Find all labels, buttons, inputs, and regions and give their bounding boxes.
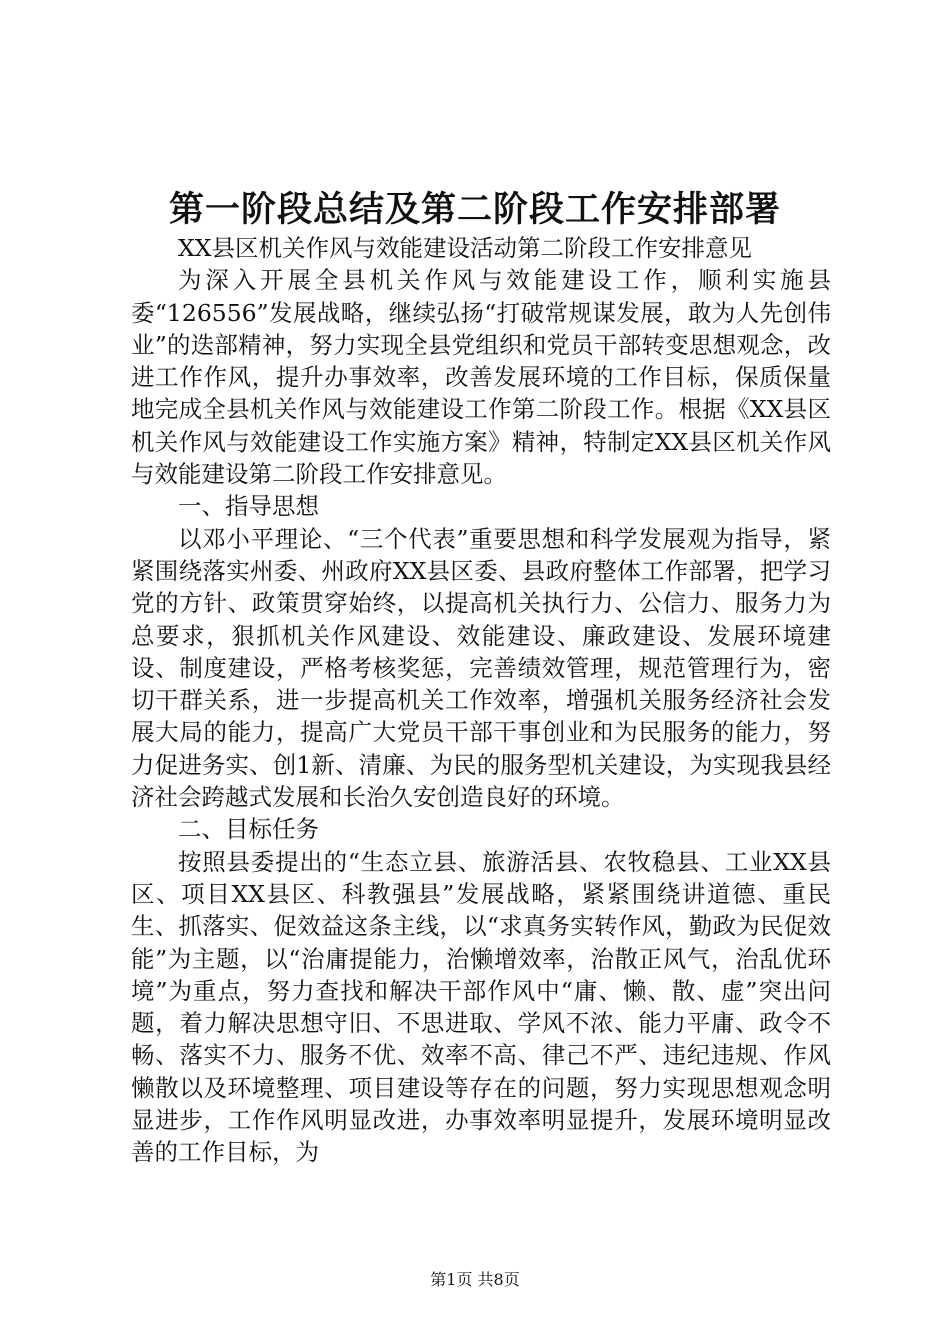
paragraph-intro: 为深入开展全县机关作风与效能建设工作，顺利实施县委“126556”发展战略，继续弘扬“打破常规谋发展，敢为人先创伟业”的迭部精神，努力实现全县党组织和党员干部转变思想观念，改进工作作风，提升办事效率，改善发展环境的工作目标，保质保量地完成全县机关作风与效能建设工作第二阶段工作。根据《XX县区机关作风与效能建设工作实施方案》精神，特制定XX县区机关作风与效能建设第二阶段工作安排意见。	[131, 266, 831, 489]
section-heading-goals-tasks: 二、目标任务	[178, 815, 319, 844]
page-number-footer: 第1页 共8页	[430, 1270, 520, 1289]
document-body	[131, 232, 831, 1169]
paragraph-guiding-ideology: 以邓小平理论、“三个代表”重要思想和科学发展观为指导，紧紧围绕落实州委、州政府XX县区委、县政府整体工作部署，把学习党的方针、政策贯穿始终，以提高机关执行力、公信力、服务力为总要求，狠抓机关作风建设、效能建设、廉政建设、发展环境建设、制度建设，严格考核奖惩，完善绩效管理，规范管理行为，密切干群关系，进一步提高机关工作效率，增强机关服务经济社会发展大局的能力，提高广大党员干部干事创业和为民服务的能力，努力促进务实、创1新、清廉、为民的服务型机关建设，为实现我县经济社会跨越式发展和长治久安创造良好的环境。	[131, 524, 831, 812]
paragraph-goals-tasks: 按照县委提出的“生态立县、旅游活县、农牧稳县、工业XX县区、项目XX县区、科教强县”发展战略，紧紧围绕讲道德、重民生、抓落实、促效益这条主线，以“求真务实转作风，勤政为民促效能”为主题，以“治庸提能力，治懒增效率，治散正风气，治乱优环境”为重点，努力查找和解决干部作风中“庸、懒、散、虚”突出问题，着力解决思想守旧、不思进取、学风不浓、能力平庸、政令不畅、落实不力、服务不优、效率不高、律己不严、违纪违规、作风懒散以及环境整理、项目建设等存在的问题，努力实现思想观念明显进步，工作作风明显改进，办事效率明显提升，发展环境明显改善的工作目标，为	[131, 847, 831, 1167]
document-title: 第一阶段总结及第二阶段工作安排部署	[168, 189, 781, 230]
document-subtitle: XX县区机关作风与效能建设活动第二阶段工作安排意见	[178, 234, 752, 262]
section-heading-guiding-ideology: 一、指导思想	[178, 492, 319, 521]
